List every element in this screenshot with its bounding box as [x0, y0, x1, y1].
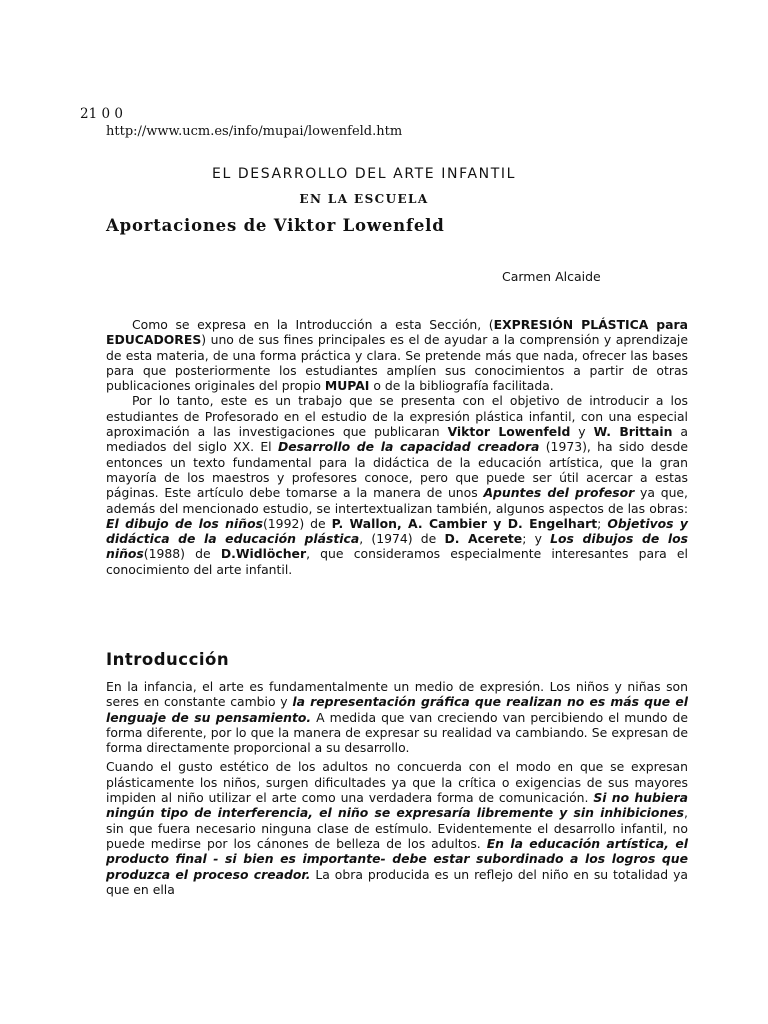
body-text: a mediados del siglo XX. El: [106, 424, 688, 455]
paragraph: [106, 679, 688, 755]
body-text: y: [570, 424, 594, 440]
document-subtitle: Aportaciones de Viktor Lowenfeld: [106, 216, 445, 235]
body-text: ;: [597, 515, 608, 531]
emphasis-text: la representación gráfica que realizan no es más que el lenguaje de su pensamiento.: [106, 694, 688, 725]
introduction-block: [106, 679, 688, 897]
body-text: ) uno de sus fines principales es el de ayudar a la comprensión y aprendizaje de esta materia, de una forma práctica y clara. Se pretende más que nada, ofrecer las bases para que posteriormente los estudiantes amplíen sus conocimientos a partir de otras publicaciones originales del propio: [106, 332, 688, 394]
source-url: http://www.ucm.es/info/mupai/lowenfeld.htm: [106, 124, 403, 139]
emphasis-text: D. Acerete: [444, 531, 523, 547]
emphasis-text: El dibujo de los niños: [106, 515, 263, 531]
emphasis-text: En la educación artística, el producto final - si bien es importante- debe estar subordinado a los logros que produzca el proceso creador.: [106, 835, 688, 882]
body-text: Cuando el gusto estético de los adultos no concuerda con el modo en que se expresan plásticamente los niños, surgen dificultades ya que la crítica o exigencias de sus mayores impiden al niño utilizar el arte como una verdadera forma de comunicación.: [106, 759, 688, 806]
body-text: (1992) de: [262, 515, 332, 531]
paragraph: [106, 317, 688, 393]
body-text: La obra producida es un reflejo del niño en su totalidad ya que en ella: [106, 866, 688, 897]
emphasis-text: D.Widlöcher: [220, 546, 307, 562]
body-text: (1988) de: [143, 546, 221, 562]
emphasis-text: Objetivos y didáctica de la educación plástica: [106, 515, 688, 547]
body-text: , que consideramos especialmente interesantes para el conocimiento del arte infantil.: [106, 546, 688, 577]
emphasis-text: P. Wallon, A. Cambier y D. Engelhart: [331, 515, 598, 531]
emphasis-text: EXPRESIÓN PLÁSTICA para EDUCADORES: [106, 317, 689, 348]
title-line-2: EN LA ESCUELA: [299, 192, 429, 206]
body-text: ya que, además del mencionado estudio, se intertextualizan también, algunos aspectos de las obras:: [106, 485, 688, 516]
paragraph: [106, 393, 688, 577]
body-text: A medida que van creciendo van percibiendo el mundo de forma diferente, por lo que la manera de expresar su realidad va cambiando. Se expresan de forma directamente proporcional a su desarrollo.: [106, 709, 688, 756]
emphasis-text: Desarrollo de la capacidad creadora: [277, 439, 540, 455]
emphasis-text: W. Brittain: [593, 424, 673, 440]
paragraph: [106, 759, 688, 897]
body-text: En la infancia, el arte es fundamentalmente un medio de expresión. Los niños y niñas son seres en constante cambio y: [106, 679, 688, 710]
body-text: Como se expresa en la Introducción a esta Sección, (: [132, 317, 494, 332]
body-text: (1973), ha sido desde entonces un texto fundamental para la didáctica de la educación artística, que la gran mayoría de los maestros y profesores conoce, pero que puede ser útil acercar a estas páginas. Este artículo debe tomarse a la manera de unos: [106, 439, 689, 501]
title-line-1: EL DESARROLLO DEL ARTE INFANTIL: [212, 166, 516, 182]
emphasis-text: Los dibujos de los niños: [106, 531, 688, 562]
body-text: , sin que fuera necesario ninguna clase de estímulo. Evidentemente el desarrollo infantil, no puede medirse por los cánones de belleza de los adultos.: [106, 805, 688, 851]
intro-block: [106, 317, 688, 577]
author-name: Carmen Alcaide: [502, 269, 601, 284]
page-number: 21 0 0: [80, 106, 123, 122]
emphasis-text: Viktor Lowenfeld: [447, 424, 571, 440]
emphasis-text: Si no hubiera ningún tipo de interferencia, el niño se expresaría libremente y sin inhibiciones: [106, 790, 688, 821]
body-text: Por lo tanto, este es un trabajo que se presenta con el objetivo de introducir a los estudiantes de Profesorado en el estudio de la expresión plástica infantil, con una especial aproximación a las investigaciones que publicaran: [106, 393, 688, 440]
body-text: , (1974) de: [359, 531, 445, 547]
emphasis-text: Apuntes del profesor: [483, 485, 635, 501]
emphasis-text: MUPAI: [324, 378, 370, 394]
body-text: o de la bibliografía facilitada.: [369, 378, 554, 394]
body-text: ; y: [522, 531, 551, 547]
section-heading: Introducción: [106, 650, 230, 669]
